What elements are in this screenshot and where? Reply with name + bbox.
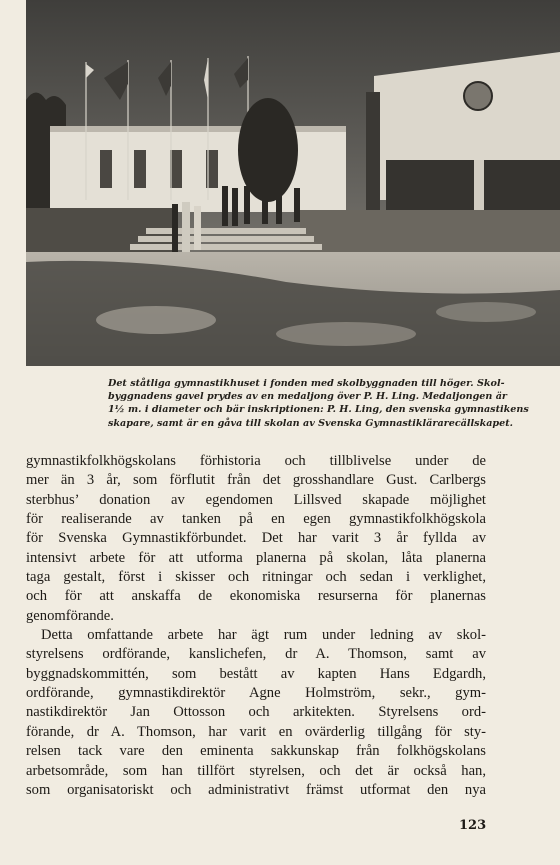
caption-line: Det ståtliga gymnastikhuset i fonden med skolbyggnaden till höger. Skol- [108,378,505,389]
text-line: som organisatoriskt och administrativt främst utformat den nya [26,781,486,798]
body-text [26,452,486,800]
text-line: förande, dr A. Thomson, har varit en ovärderlig tillgång för sty- [26,723,486,740]
text-line: mer än 3 år, som förflutit från det grosshandlare Gust. Carlbergs [26,472,486,489]
text-line: intensivt arbete för att utforma planerna på skolan, låta planerna [26,549,486,566]
photo-caption [108,377,536,430]
text-line: byggnadskommittén, som bestått av kapten Hans Edgardh, [26,665,486,682]
text-line: styrelsens ordförande, kanslichefen, dr A. Thomson, samt av [26,646,486,663]
caption-line: byggnadens gavel prydes av en medaljong över P. H. Ling. Medaljongen är [108,391,507,403]
caption-line: skapare, samt är en gåva till skolan av Svenska Gymnastiklärareсällskapet. [108,417,514,429]
text-line: taga gestalt, först i skisser och ritningar och sedan i verklighet, [26,569,486,586]
paragraph-1 [26,452,486,626]
text-line: nastikdirektör Jan Ottosson och arkitekten. Styrelsens ord- [26,704,486,721]
text-line: arbetsområde, som han tillfört styrelsen, och det är också han, [26,762,486,779]
page-number: 123 [459,818,487,833]
text-line: genomförande. [26,607,114,624]
photo-scene [26,0,560,366]
caption-line: 1½ m. i diameter och bär inskriptionen: P. H. Ling, den svenska gymnastikens [108,404,529,416]
text-line: sterbhus’ donation av egendomen Lillsved skapade möjlighet [26,491,486,508]
text-line: för realiserande av tanken på en egen gymnastikfolkhögskola [26,511,486,528]
text-line: relsen tack vare den eminenta sakkunskap från folkhögskolans [26,743,486,760]
photograph [26,0,560,366]
paragraph-2 [26,626,486,800]
text-line: gymnastikfolkhögskolans förhistoria och tillblivelse under de [26,453,486,469]
text-line: och för att anskaffa de ekonomiska resurserna för planernas [26,588,486,605]
text-line: för Svenska Gymnastikförbundet. Det har varit 3 år fyllda av [26,530,486,547]
text-line: ordförande, gymnastikdirektör Agne Holmström, sekr., gym- [26,685,486,702]
text-line: Detta omfattande arbete har ägt rum under ledning av skol- [41,627,486,644]
